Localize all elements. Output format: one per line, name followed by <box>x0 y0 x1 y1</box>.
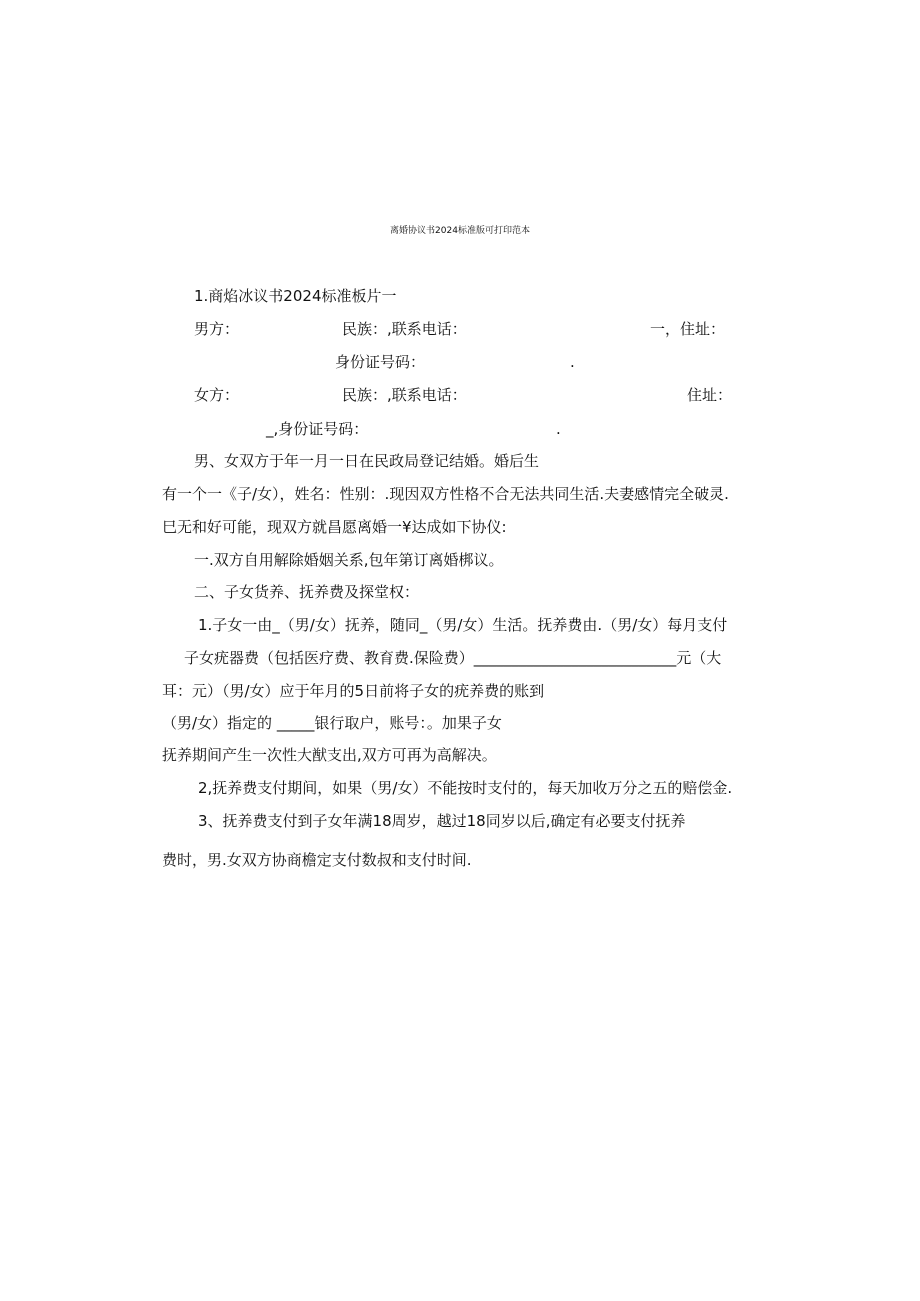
paragraph-line: 1.子女一由_（男/女）抚养，随同_（男/女）生活。抚养费由.（男/女）每月支付 <box>198 616 728 634</box>
female-id-label: _,身份证号码： <box>266 420 369 438</box>
paragraph-line: 男、女双方于年一月一日在民政局登记结婚。婚后生 <box>194 452 540 470</box>
male-id-end: . <box>570 353 575 371</box>
paragraph-line: 二、子女货养、抚养费及探堂权： <box>194 583 420 601</box>
paragraph-line: 3、抚养费支付到子女年满18周岁，越过18同岁以后,确定有必要支付抚养 <box>198 812 686 830</box>
paragraph-line: 子女疣器费（包括医疗费、教育费.保险费）___________________________元（大 <box>184 649 722 667</box>
female-ethnicity-phone: 民族：,联系电话： <box>342 386 467 404</box>
document-title: 离婚协议书2024标准版可打印范本 <box>390 226 530 236</box>
male-address: 一，住址： <box>650 320 726 338</box>
paragraph-line: 2,抚养费支付期间，如果（男/女）不能按时支付的，每天加收万分之五的赔偿金. <box>198 779 733 797</box>
document-subtitle: 1.商焰冰议书2024标准板片一 <box>194 287 397 305</box>
paragraph-line: （男/女）指定的 _____银行取户，账号：。加果子女 <box>162 714 502 732</box>
male-label: 男方： <box>194 320 240 338</box>
paragraph-line: 巳无和好可能，现双方就昌愿离婚一¥达成如下协仪: <box>162 518 507 536</box>
female-label: 女方： <box>194 386 240 404</box>
female-address: 住址： <box>687 386 733 404</box>
paragraph-line: 有一个一《子/女），姓名：性别：.现因双方性格不合无法共同生活.夫妻感情完全破灵. <box>162 485 729 503</box>
female-id-end: . <box>556 420 561 438</box>
paragraph-line: 费时，男.女双方协商檐定支付数叔和支付时间. <box>162 851 472 869</box>
paragraph-line: 抚养期间产生一次性大猷支出,双方可再为高解决。 <box>162 746 497 764</box>
paragraph-line: 耳：元）（男/女）应于年月的5日前将子女的疣养费的账到 <box>162 682 545 700</box>
male-ethnicity-phone: 民族：,联系电话： <box>342 320 467 338</box>
male-id-label: 身份证号码： <box>335 353 426 371</box>
paragraph-line: 一.双方自用解除婚姻关系,包年第订离婚梆议。 <box>194 551 504 569</box>
